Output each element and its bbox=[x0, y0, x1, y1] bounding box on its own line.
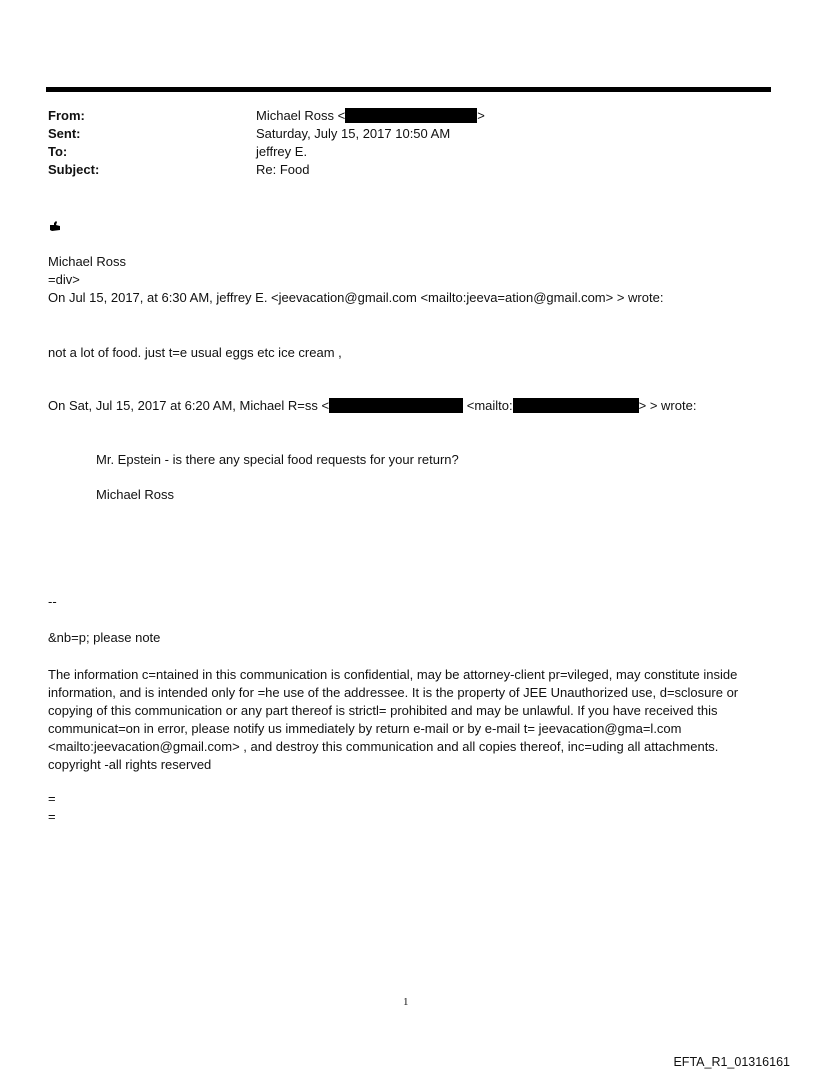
encoding-artifact-1: = bbox=[48, 791, 56, 806]
subject-label: Subject: bbox=[48, 162, 100, 177]
confidentiality-disclaimer: The information c=ntained in this communication is confidential, may be attorney-client pr=vileged, may constitute inside information, and is intended only for =he use of the addressee. It is the property of JEE Unauthorized use, d=sclosure or copying of this communication or any part thereof is strictl= prohibited and may be unlawful. If you have received this communicat=on in error, please notify us immediately by return e-mail or by e-mail t= jeevacation@gma=l.com <mailto:jeevacation@gmail.com> , and destroy this communication and all copies thereof, inc=uding all attachments. copyright -all rights reserved bbox=[48, 667, 739, 772]
sent-label: Sent: bbox=[48, 126, 81, 141]
pointing-hand-icon bbox=[49, 220, 61, 232]
sent-value: Saturday, July 15, 2017 10:50 AM bbox=[256, 126, 451, 141]
quote2-mailto: <mailto: bbox=[466, 398, 513, 413]
redaction-box bbox=[513, 398, 639, 413]
page-number: 1 bbox=[403, 996, 409, 1008]
signature-name: Michael Ross bbox=[48, 254, 127, 269]
redaction-box bbox=[345, 108, 477, 123]
to-label: To: bbox=[48, 144, 68, 159]
quote-header-1: On Jul 15, 2017, at 6:30 AM, jeffrey E. <jeevacation@gmail.com <mailto:jeeva=ation@gmail.com> > wrote: bbox=[48, 290, 664, 305]
quote-header-2 bbox=[48, 398, 696, 413]
from-close: > bbox=[477, 108, 485, 123]
redaction-box bbox=[329, 398, 463, 413]
please-note-line: &nb=p; please note bbox=[48, 630, 161, 645]
from-label: From: bbox=[48, 108, 85, 123]
from-name: Michael Ross < bbox=[256, 108, 346, 123]
from-value bbox=[256, 108, 485, 123]
header-rule bbox=[46, 87, 771, 92]
reply-text: not a lot of food. just t=e usual eggs etc ice cream , bbox=[48, 345, 342, 360]
signature-separator: -- bbox=[48, 594, 57, 609]
subject-value: Re: Food bbox=[256, 162, 310, 177]
div-fragment: =div> bbox=[48, 272, 80, 287]
quote2-suffix: > > wrote: bbox=[638, 398, 697, 413]
quoted-question: Mr. Epstein - is there any special food requests for your return? bbox=[96, 452, 459, 467]
encoding-artifact-2: = bbox=[48, 809, 56, 824]
quoted-signature: Michael Ross bbox=[96, 487, 175, 502]
to-value: jeffrey E. bbox=[256, 144, 308, 159]
document-id: EFTA_R1_01316161 bbox=[673, 1055, 790, 1069]
quote2-prefix: On Sat, Jul 15, 2017 at 6:20 AM, Michael R=ss < bbox=[48, 398, 330, 413]
